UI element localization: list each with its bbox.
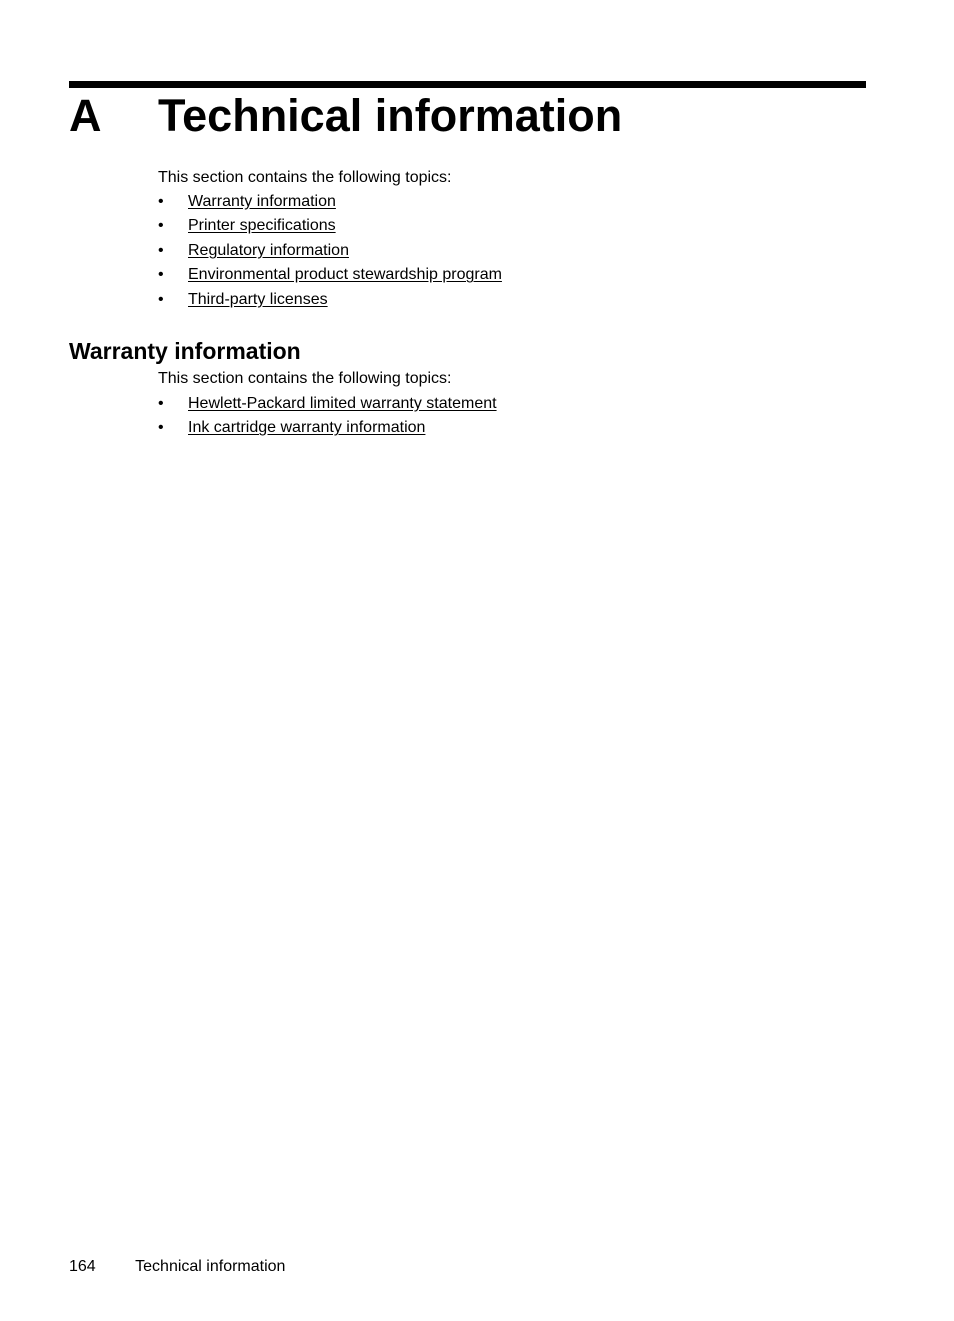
footer-section-title: Technical information bbox=[135, 1258, 286, 1275]
chapter-top-rule bbox=[69, 81, 866, 88]
topic-link-third-party-licenses[interactable]: Third-party licenses bbox=[188, 290, 328, 308]
bullet-icon: • bbox=[158, 419, 164, 437]
page-number: 164 bbox=[69, 1258, 96, 1275]
chapter-title: Technical information bbox=[158, 90, 623, 141]
bullet-icon: • bbox=[158, 217, 164, 235]
topic-link-hp-limited-warranty[interactable]: Hewlett-Packard limited warranty statement bbox=[188, 395, 497, 412]
bullet-icon: • bbox=[158, 395, 164, 412]
topic-link-printer-specifications[interactable]: Printer specifications bbox=[188, 217, 336, 235]
section-heading-warranty: Warranty information bbox=[69, 338, 301, 364]
warranty-intro-text: This section contains the following topics: bbox=[158, 370, 452, 387]
topic-link-ink-cartridge-warranty[interactable]: Ink cartridge warranty information bbox=[188, 419, 426, 437]
bullet-icon: • bbox=[158, 290, 164, 308]
bullet-icon: • bbox=[158, 266, 164, 284]
intro-text: This section contains the following topics: bbox=[158, 169, 452, 186]
chapter-letter: A bbox=[69, 90, 102, 141]
topic-link-environmental-program[interactable]: Environmental product stewardship program bbox=[188, 266, 502, 284]
chapter-heading bbox=[69, 88, 622, 144]
page-footer bbox=[69, 1257, 285, 1277]
topic-link-warranty-information[interactable]: Warranty information bbox=[188, 193, 336, 210]
bullet-icon: • bbox=[158, 193, 164, 210]
bullet-icon: • bbox=[158, 241, 164, 259]
topic-link-regulatory-information[interactable]: Regulatory information bbox=[188, 241, 349, 259]
